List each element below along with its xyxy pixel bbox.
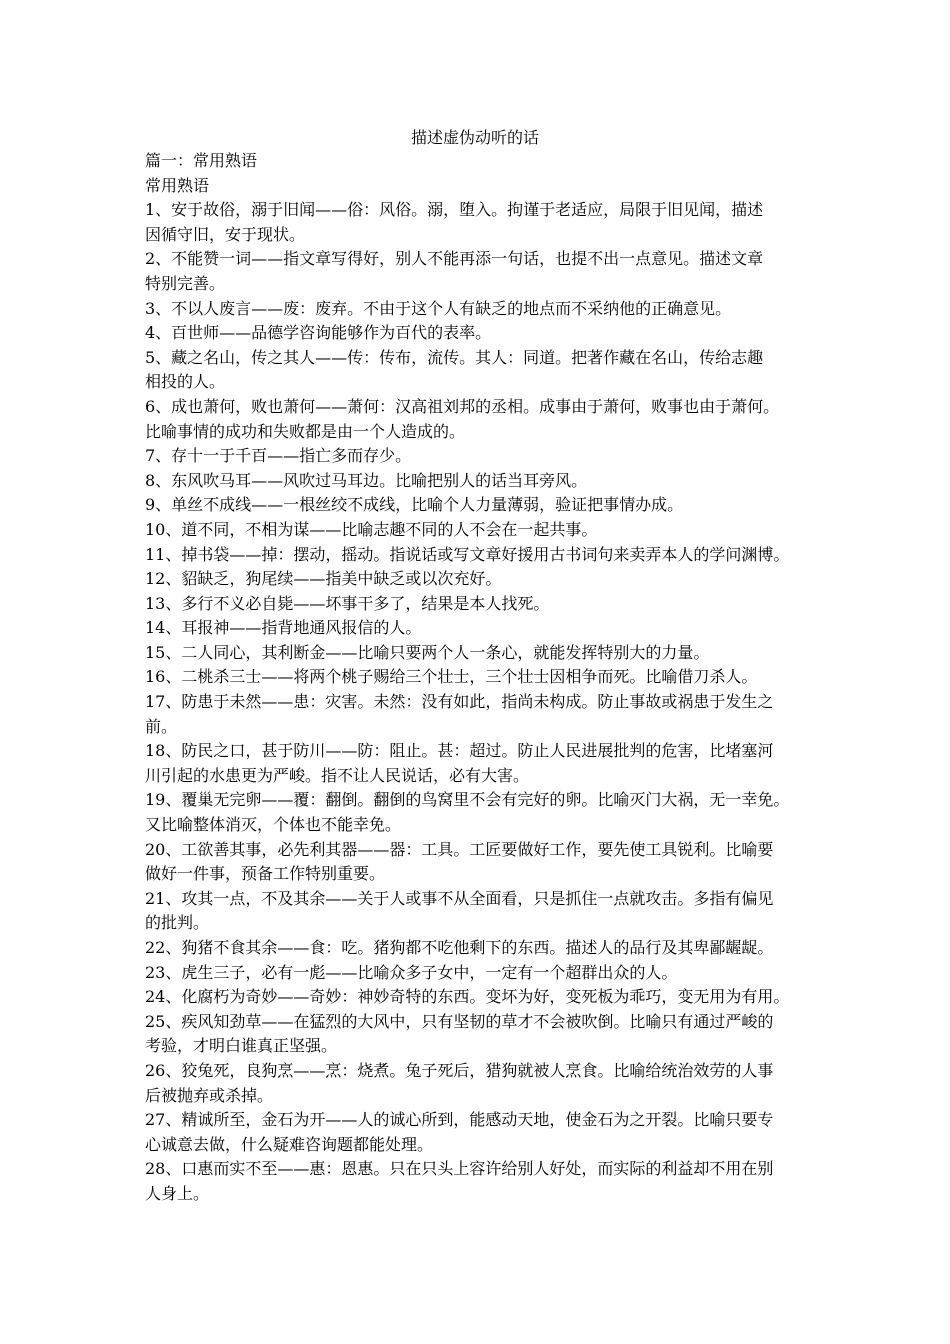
- list-item: [145, 1157, 825, 1206]
- list-item-line: 又比喻整体消灭，个体也不能幸免。: [145, 815, 402, 835]
- list-item-line: 心诚意去做，什么疑难咨询题都能处理。: [145, 1134, 434, 1154]
- list-item-line: 6、成也萧何，败也萧何——萧何：汉高祖刘邦的丞相。成事由于萧何，败事也由于萧何。: [145, 396, 780, 416]
- list-item-line: 做好一件事，预备工作特别重要。: [145, 864, 386, 884]
- list-item-line: 11、掉书袋——掉：摆动，摇动。指说话或写文章好援用古书词句来卖弄本人的学问渊博。: [145, 544, 790, 564]
- list-item-line: 21、攻其一点，不及其余——关于人或事不从全面看，只是抓住一点就攻击。多指有偏见: [145, 888, 774, 908]
- list-item-line: 23、虎生三子，必有一彪——比喻众多子女中，一定有一个超群出众的人。: [145, 962, 678, 982]
- list-item-line: 24、化腐朽为奇妙——奇妙：神妙奇特的东西。变坏为好，变死板为乖巧，变无用为有用。: [145, 987, 790, 1007]
- section-heading: 篇一：常用熟语: [145, 151, 258, 170]
- list-item: [145, 690, 825, 739]
- list-item-line: 18、防民之口，甚于防川——防：阻止。甚：超过。防止人民进展批判的危害，比堵塞河: [145, 741, 774, 761]
- list-item-line: 川引起的水患更为严峻。指不让人民说话，必有大害。: [145, 765, 530, 785]
- list-item: [145, 518, 825, 543]
- list-item-line: 7、存十一于千百——指亡多而存少。: [145, 446, 412, 466]
- subheading: 常用熟语: [145, 175, 210, 195]
- list-item: [145, 469, 825, 494]
- list-item-line: 1、安于故俗，溺于旧闻——俗：风俗。溺，堕入。拘谨于老适应，局限于旧见闻，描述: [145, 200, 764, 220]
- list-item-line: 28、口惠而实不至——惠：恩惠。只在只头上容许给别人好处，而实际的利益却不用在别: [145, 1159, 774, 1179]
- list-item-line: 9、单丝不成线——一根丝绞不成线，比喻个人力量薄弱，验证把事情办成。: [145, 495, 684, 515]
- list-item: [145, 592, 825, 617]
- list-item: [145, 395, 825, 444]
- list-item-line: 15、二人同心，其利断金——比喻只要两个人一条心，就能发挥特别大的力量。: [145, 642, 710, 662]
- list-item: [145, 297, 825, 322]
- list-item: [145, 838, 825, 887]
- list-item-line: 14、耳报神——指背地通风报信的人。: [145, 618, 422, 638]
- list-item: [145, 543, 825, 568]
- list-item-line: 26、狡兔死，良狗烹——烹：烧煮。兔子死后，猎狗就被人烹食。比喻给统治效劳的人事: [145, 1060, 774, 1080]
- list-item-line: 后被抛弃或杀掉。: [145, 1085, 274, 1105]
- list-item: [145, 321, 825, 346]
- list-item-line: 考验，才明白谁真正坚强。: [145, 1036, 338, 1056]
- list-item-line: 特别完善。: [145, 273, 226, 293]
- list-item: [145, 985, 825, 1010]
- list-item: [145, 1108, 825, 1157]
- list-item: [145, 247, 825, 296]
- list-item-line: 相投的人。: [145, 372, 226, 392]
- list-item-line: 13、多行不义必自毙——坏事干多了，结果是本人找死。: [145, 593, 550, 613]
- list-item: [145, 887, 825, 936]
- list-item-line: 17、防患于未然——患：灾害。未然：没有如此，指尚未构成。防止事故或祸患于发生之: [145, 692, 774, 712]
- list-item: [145, 493, 825, 518]
- list-item: [145, 198, 825, 247]
- list-item: [145, 961, 825, 986]
- list-item-line: 5、藏之名山，传之其人——传：传布，流传。其人：同道。把著作藏在名山，传给志趣: [145, 347, 764, 367]
- list-item: [145, 788, 825, 837]
- list-item: [145, 567, 825, 592]
- list-item: [145, 936, 825, 961]
- list-item-line: 27、精诚所至，金石为开——人的诚心所到，能感动天地，使金石为之开裂。比喻只要专: [145, 1110, 774, 1130]
- list-item-line: 16、二桃杀三士——将两个桃子赐给三个壮士，三个壮士因相争而死。比喻借刀杀人。: [145, 667, 758, 687]
- list-item-line: 人身上。: [145, 1183, 210, 1203]
- list-item-line: 4、百世师——品德学咨询能够作为百代的表率。: [145, 323, 492, 343]
- list-item: [145, 616, 825, 641]
- document-title: 描述虚伪动听的话: [410, 128, 539, 147]
- list-item-line: 19、覆巢无完卵——覆：翻倒。翻倒的鸟窝里不会有完好的卵。比喻灭门大祸，无一幸免。: [145, 790, 790, 810]
- list-item-line: 22、狗猪不食其余——食：吃。猪狗都不吃他剩下的东西。描述人的品行及其卑鄙龌龊。: [145, 938, 774, 957]
- list-item: [145, 665, 825, 690]
- list-item-line: 8、东风吹马耳——风吹过马耳边。比喻把别人的话当耳旁风。: [145, 470, 588, 490]
- list-item: [145, 346, 825, 395]
- list-item: [145, 1059, 825, 1108]
- list-item: [145, 1010, 825, 1059]
- document-body: [145, 149, 825, 1207]
- list-item-line: 3、不以人废言——废：废弃。不由于这个人有缺乏的地点而不采纳他的正确意见。: [145, 298, 732, 318]
- list-item-line: 前。: [145, 716, 178, 736]
- list-item: [145, 641, 825, 666]
- list-item: [145, 739, 825, 788]
- list-item: [145, 444, 825, 469]
- list-item-line: 比喻事情的成功和失败都是由一个人造成的。: [145, 421, 466, 441]
- list-item-line: 12、貂缺乏，狗尾续——指美中缺乏或以次充好。: [145, 569, 502, 589]
- list-item-line: 10、道不同，不相为谋——比喻志趣不同的人不会在一起共事。: [145, 519, 598, 539]
- list-item-line: 因循守旧，安于现状。: [145, 224, 306, 244]
- list-item-line: 20、工欲善其事，必先利其器——器：工具。工匠要做好工作，要先使工具锐利。比喻要: [145, 839, 774, 859]
- list-item-line: 2、不能赞一词——指文章写得好，别人不能再添一句话，也提不出一点意见。描述文章: [145, 249, 764, 269]
- list-item-line: 25、疾风知劲草——在猛烈的大风中，只有坚韧的草才不会被吹倒。比喻只有通过严峻的: [145, 1011, 774, 1031]
- list-item-line: 的批判。: [145, 913, 210, 933]
